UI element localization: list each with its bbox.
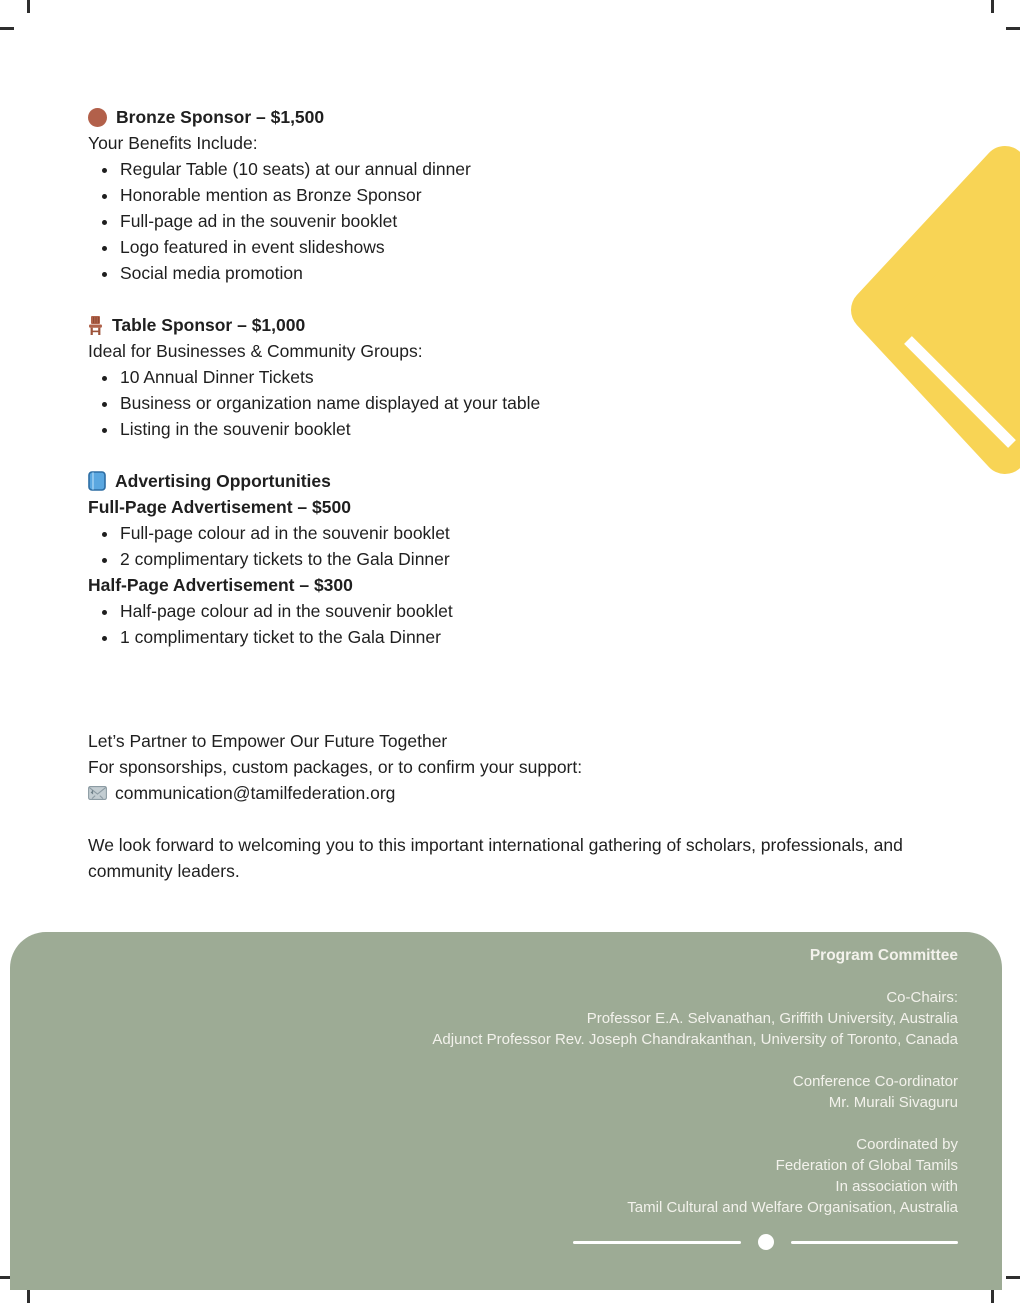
blue-book-icon <box>88 471 106 491</box>
coordination-group <box>54 1134 958 1218</box>
divider-line <box>573 1241 741 1244</box>
co-chair-member: Adjunct Professor Rev. Joseph Chandrakanthan, University of Toronto, Canada <box>432 1031 958 1048</box>
coordinator-name: Mr. Murali Sivaguru <box>828 1094 958 1111</box>
coordinator-group <box>54 1071 958 1113</box>
footer-divider <box>573 1234 958 1250</box>
table-sponsor-heading <box>88 312 910 338</box>
bullet-item: • Full-page ad in the souvenir booklet <box>119 208 910 234</box>
section-advertising <box>88 468 910 650</box>
full-page-ad-title: Full-Page Advertisement – $500 <box>88 497 351 517</box>
crop-mark <box>0 27 14 30</box>
crop-mark <box>991 0 994 13</box>
half-page-ad-benefits <box>88 598 910 650</box>
bronze-sponsor-benefits <box>88 156 910 286</box>
co-chair-member: Professor E.A. Selvanathan, Griffith University, Australia <box>586 1010 958 1027</box>
partner-call-block <box>88 728 910 806</box>
partner-call-line1: Let’s Partner to Empower Our Future Together <box>88 731 448 751</box>
advertising-title: Advertising Opportunities <box>115 471 331 491</box>
crop-mark <box>27 0 30 13</box>
contact-email: communication@tamilfederation.org <box>115 783 396 803</box>
bullet-item: • Regular Table (10 seats) at our annual dinner <box>119 156 910 182</box>
bullet-item: • Logo featured in event slideshows <box>119 234 910 260</box>
coordination-line: Federation of Global Tamils <box>775 1157 958 1174</box>
contact-email-line <box>88 780 910 806</box>
main-content <box>88 104 910 884</box>
chair-icon <box>88 316 103 335</box>
footer-heading: Program Committee <box>809 947 958 964</box>
crop-mark <box>991 1290 994 1303</box>
divider-line <box>791 1241 959 1244</box>
crop-mark <box>1006 1276 1020 1279</box>
bronze-sponsor-title: Bronze Sponsor – $1,500 <box>116 107 325 127</box>
closing-note: We look forward to welcoming you to this important international gathering of scholars, professionals, and community leaders. <box>88 835 903 881</box>
bullet-item: • 2 complimentary tickets to the Gala Dinner <box>119 546 910 572</box>
bullet-item: • Full-page colour ad in the souvenir booklet <box>119 520 910 546</box>
coordinator-label: Conference Co-ordinator <box>792 1073 958 1090</box>
co-chairs-group <box>54 987 958 1050</box>
advertising-heading <box>88 468 910 494</box>
crop-mark <box>1006 27 1020 30</box>
table-sponsor-benefits <box>88 364 910 442</box>
crop-mark <box>27 1290 30 1303</box>
table-sponsor-intro: Ideal for Businesses & Community Groups: <box>88 341 423 361</box>
coordination-line: Tamil Cultural and Welfare Organisation, Australia <box>627 1199 958 1216</box>
section-bronze-sponsor <box>88 104 910 286</box>
table-sponsor-title: Table Sponsor – $1,000 <box>112 315 306 335</box>
bullet-item: • Honorable mention as Bronze Sponsor <box>119 182 910 208</box>
partner-call-line2: For sponsorships, custom packages, or to confirm your support: <box>88 757 583 777</box>
section-table-sponsor <box>88 312 910 442</box>
bullet-item: • Listing in the souvenir booklet <box>119 416 910 442</box>
program-committee-footer <box>10 932 1002 1290</box>
coordination-line: In association with <box>835 1178 958 1195</box>
bronze-sponsor-intro: Your Benefits Include: <box>88 133 258 153</box>
divider-dot <box>758 1234 774 1250</box>
bullet-item: • Social media promotion <box>119 260 910 286</box>
coordination-line: Coordinated by <box>856 1136 958 1153</box>
bronze-sponsor-heading <box>88 104 910 130</box>
envelope-icon <box>88 786 107 800</box>
brown-circle-icon <box>88 108 107 127</box>
bullet-item: • Half-page colour ad in the souvenir booklet <box>119 598 910 624</box>
bullet-item: • Business or organization name displayed at your table <box>119 390 910 416</box>
full-page-ad-benefits <box>88 520 910 572</box>
half-page-ad-title: Half-Page Advertisement – $300 <box>88 575 353 595</box>
bullet-item: • 1 complimentary ticket to the Gala Dinner <box>119 624 910 650</box>
bullet-item: • 10 Annual Dinner Tickets <box>119 364 910 390</box>
co-chairs-label: Co-Chairs: <box>886 989 958 1006</box>
